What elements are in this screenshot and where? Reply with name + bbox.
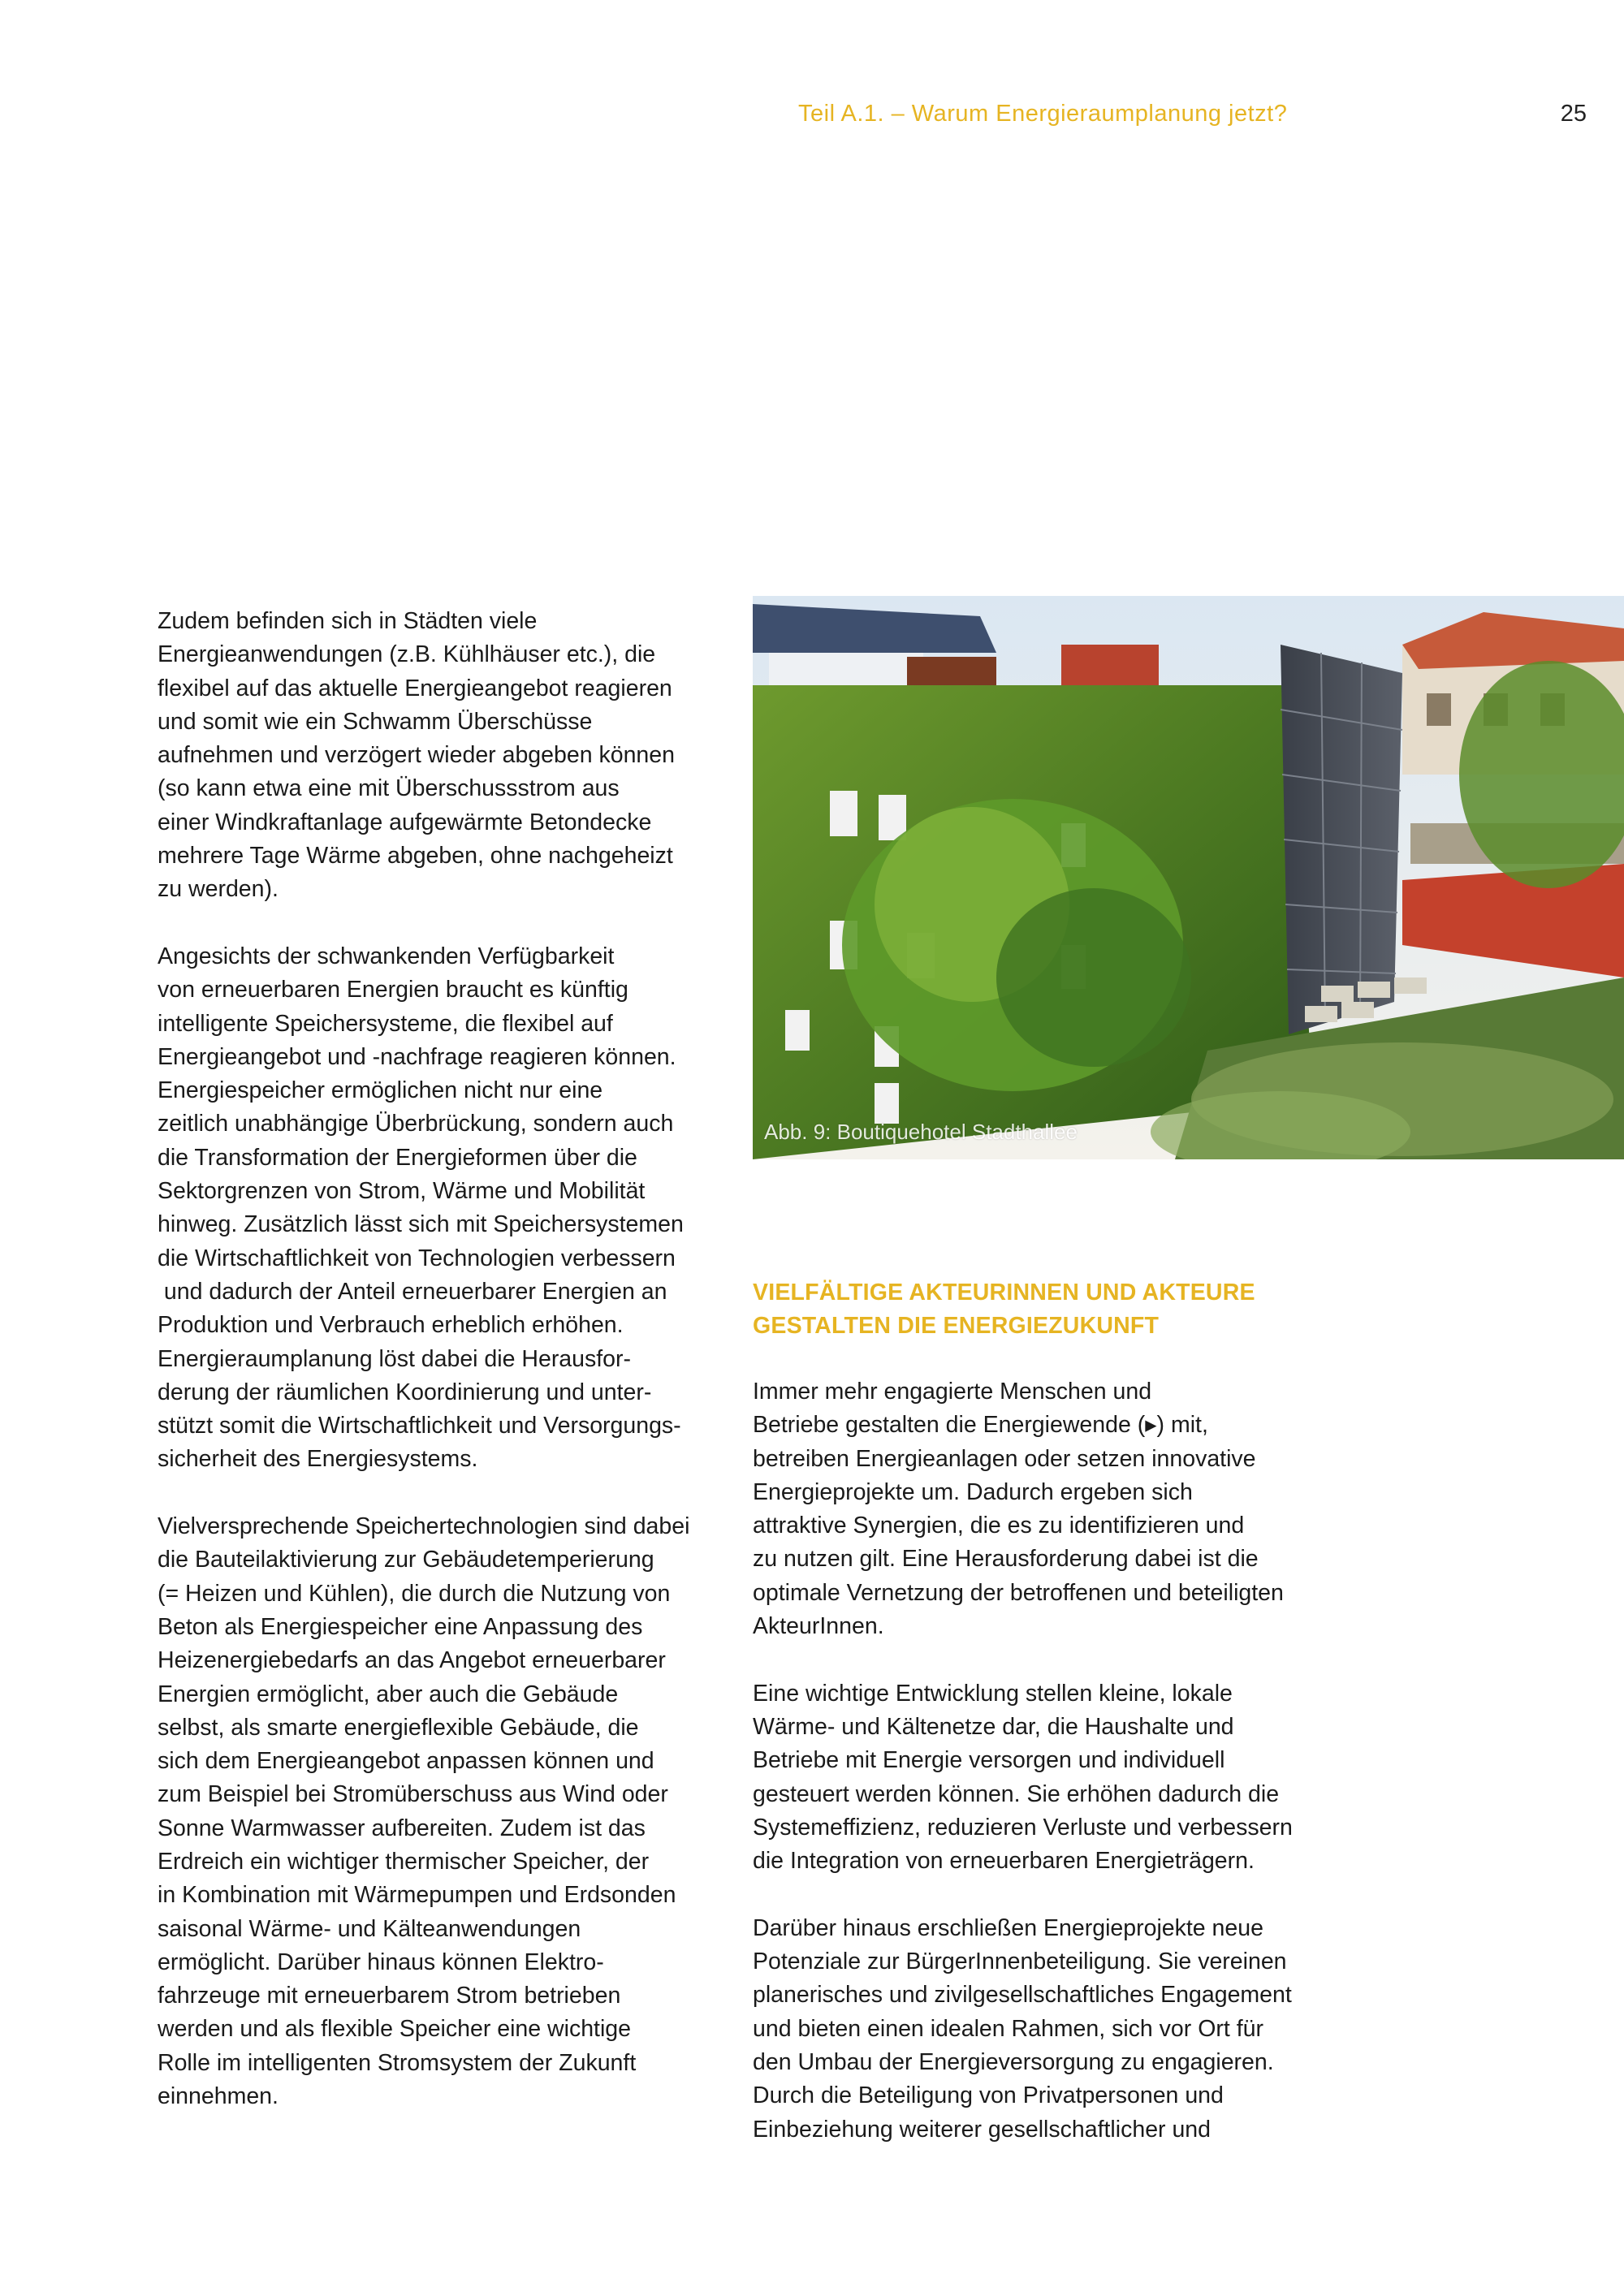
left-paragraph xyxy=(158,605,726,907)
text-line: intelligente Speichersysteme, die flexibel auf xyxy=(158,1010,613,1037)
text-line: Heizenergiebedarfs an das Angebot erneuerbarer xyxy=(158,1647,666,1674)
text-line: von erneuerbaren Energien braucht es künftig xyxy=(158,977,628,1003)
text-line: sicherheit des Energiesystems. xyxy=(158,1446,478,1473)
text-line: zu werden). xyxy=(158,876,279,903)
text-line: ermöglicht. Darüber hinaus können Elektro- xyxy=(158,1949,604,1975)
text-line: Angesichts der schwankenden Verfügbarkeit xyxy=(158,943,615,969)
text-line: Energiespeicher ermöglichen nicht nur eine xyxy=(158,1077,603,1104)
text-line: planerisches und zivilgesellschaftliches Engagement xyxy=(753,1982,1292,2009)
text-line: Energieraumplanung löst dabei die Herausfor- xyxy=(158,1345,632,1372)
text-line: Potenziale zur BürgerInnenbeteiligung. Sie vereinen xyxy=(753,1949,1287,1975)
text-line: einer Windkraftanlage aufgewärmte Betondecke xyxy=(158,809,652,835)
text-line: attraktive Synergien, die es zu identifizieren und xyxy=(753,1513,1245,1539)
right-paragraph xyxy=(753,1912,1337,2147)
text-line: Produktion und Verbrauch erheblich erhöhen. xyxy=(158,1312,624,1339)
text-line: Rolle im intelligenten Stromsystem der Zukunft xyxy=(158,2049,637,2076)
text-line: Erdreich ein wichtiger thermischer Speicher, der xyxy=(158,1848,650,1875)
text-line: Vielversprechende Speichertechnologien sind dabei xyxy=(158,1513,690,1540)
photo-illustration xyxy=(753,596,1624,1159)
text-line: flexibel auf das aktuelle Energieangebot reagieren xyxy=(158,675,672,701)
text-line: Energien ermöglicht, aber auch die Gebäude xyxy=(158,1681,619,1707)
text-line: Sonne Warmwasser aufbereiten. Zudem ist das xyxy=(158,1815,646,1841)
text-line: Durch die Beteiligung von Privatpersonen und xyxy=(753,2082,1224,2109)
section-heading xyxy=(753,1276,1337,1343)
text-line: Energieprojekte um. Dadurch ergeben sich xyxy=(753,1478,1193,1505)
text-line: zeitlich unabhängige Überbrückung, sondern auch xyxy=(158,1111,674,1137)
text-line: Energieanwendungen (z.B. Kühlhäuser etc.), die xyxy=(158,641,656,668)
text-line: Betriebe gestalten die Energiewende (▸) mit, xyxy=(753,1412,1208,1439)
text-line: saisonal Wärme- und Kälteanwendungen xyxy=(158,1915,581,1942)
text-line: zum Beispiel bei Stromüberschuss aus Wind oder xyxy=(158,1781,668,1808)
right-paragraph xyxy=(753,1677,1337,1879)
text-line: die Bauteilaktivierung zur Gebäudetemperierung xyxy=(158,1547,654,1573)
text-line: gesteuert werden können. Sie erhöhen dadurch die xyxy=(753,1780,1280,1807)
text-line: werden und als flexible Speicher eine wichtige xyxy=(158,2016,632,2043)
text-line: (= Heizen und Kühlen), die durch die Nutzung von xyxy=(158,1580,671,1607)
text-line: den Umbau der Energieversorgung zu engagieren. xyxy=(753,2048,1274,2075)
text-line: mehrere Tage Wärme abgeben, ohne nachgeheizt xyxy=(158,843,673,870)
text-line: betreiben Energieanlagen oder setzen innovative xyxy=(753,1445,1256,1472)
text-line: (so kann etwa eine mit Überschussstrom aus xyxy=(158,775,620,802)
text-line: in Kombination mit Wärmepumpen und Erdsonden xyxy=(158,1882,676,1909)
text-line: Einbeziehung weiterer gesellschaftlicher und xyxy=(753,2116,1212,2143)
heading-line: VIELFÄLTIGE AKTEURINNEN UND AKTEURE xyxy=(753,1280,1255,1306)
left-paragraph xyxy=(158,1510,726,2113)
left-paragraph xyxy=(158,940,726,1477)
text-line: stützt somit die Wirtschaftlichkeit und Versorgungs- xyxy=(158,1413,681,1439)
text-line: fahrzeuge mit erneuerbarem Strom betrieben xyxy=(158,1983,621,2009)
text-line: Beton als Energiespeicher eine Anpassung des xyxy=(158,1613,643,1640)
text-line: Darüber hinaus erschließen Energieprojekte neue xyxy=(753,1914,1263,1941)
text-line: die Integration von erneuerbaren Energieträgern. xyxy=(753,1848,1255,1875)
figure-caption: Abb. 9: Boutiquehotel Stadthallee xyxy=(764,1120,1078,1144)
text-line: und dadurch der Anteil erneuerbarer Energien an xyxy=(158,1278,667,1305)
text-line: optimale Vernetzung der betroffenen und beteiligten xyxy=(753,1579,1284,1606)
right-text-column xyxy=(753,1375,1337,2180)
right-paragraph xyxy=(753,1375,1337,1643)
left-text-column xyxy=(158,605,726,2147)
text-line: hinweg. Zusätzlich lässt sich mit Speichersystemen xyxy=(158,1211,684,1238)
text-line: Energieangebot und -nachfrage reagieren können. xyxy=(158,1043,676,1070)
text-line: Wärme- und Kältenetze dar, die Haushalte und xyxy=(753,1713,1234,1740)
text-line: und bieten einen idealen Rahmen, sich vor Ort für xyxy=(753,2015,1263,2042)
text-line: Systemeffizienz, reduzieren Verluste und verbessern xyxy=(753,1814,1293,1841)
text-line: Sektorgrenzen von Strom, Wärme und Mobilität xyxy=(158,1178,646,1205)
page-number: 25 xyxy=(1560,101,1587,127)
figure-photo-green-facade xyxy=(753,596,1624,1159)
text-line: zu nutzen gilt. Eine Herausforderung dabei ist die xyxy=(753,1546,1259,1573)
text-line: und somit wie ein Schwamm Überschüsse xyxy=(158,708,593,735)
text-line: Betriebe mit Energie versorgen und individuell xyxy=(753,1747,1225,1774)
text-line: einnehmen. xyxy=(158,2083,279,2110)
text-line: Immer mehr engagierte Menschen und xyxy=(753,1379,1152,1405)
text-line: Eine wichtige Entwicklung stellen kleine, lokale xyxy=(753,1680,1233,1707)
text-line: AkteurInnen. xyxy=(753,1613,884,1640)
text-line: die Transformation der Energieformen über die xyxy=(158,1144,637,1171)
text-line: derung der räumlichen Koordinierung und unter- xyxy=(158,1379,652,1405)
text-line: sich dem Energieangebot anpassen können und xyxy=(158,1748,654,1775)
text-line: die Wirtschaftlichkeit von Technologien verbessern xyxy=(158,1245,676,1271)
text-line: Zudem befinden sich in Städten viele xyxy=(158,608,538,634)
text-line: selbst, als smarte energieflexible Gebäude, die xyxy=(158,1714,639,1741)
running-header-title: Teil A.1. – Warum Energieraumplanung jetzt? xyxy=(798,101,1288,127)
text-line: aufnehmen und verzögert wieder abgeben können xyxy=(158,742,675,769)
heading-line: GESTALTEN DIE ENERGIEZUKUNFT xyxy=(753,1313,1160,1339)
